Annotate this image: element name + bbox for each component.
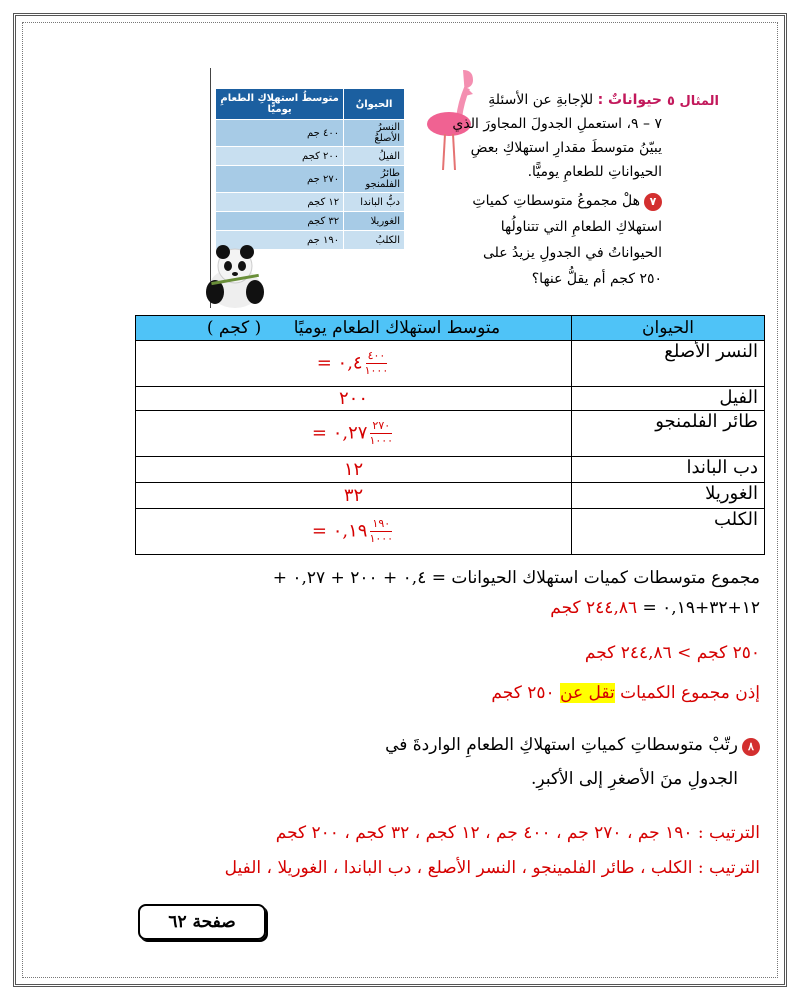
question-8: ٨رتّبْ متوسطاتِ كمياتِ استهلاكِ الطعامِ الواردةَ في الجدولِ منَ الأصغرِ إلى الأكبرِ. [260,728,760,796]
table-row: دبُّ الباندا ١٢ كجم [216,193,405,212]
example-intro: حيواناتٌ : للإجابةِ عن الأسئلةِ ٧ – ٩، استعملِ الجدولَ المجاورَ الذي يبيّنُ متوسطَ مقدارِ استهلاكِ بعضِ الحيواناتِ للطعامِ يوميًّا. [452,92,662,180]
table-row: طائرُ الفلمنجو ٢٧٠ جم [216,166,405,193]
question-number-badge: ٨ [742,738,760,756]
answer-table [135,315,765,555]
ordering-values: الترتيب : ١٩٠ جم ، ٢٧٠ جم ، ٤٠٠ جم ، ١٢ كجم ، ٣٢ كجم ، ٢٠٠ كجم [275,823,760,843]
table-row: الغوريلا ٣٢ [136,483,765,509]
question-7: ٧هلْ مجموعُ متوسطاتِ كمياتِ استهلاكِ الطعامِ التي تتناولُها الحيواناتُ في الجدولِ يزيدُ على ٢٥٠ كجم أم يقلُّ عنها؟ [472,193,662,287]
source-header-animal: الحيوانُ [344,89,405,120]
table-row: الفيل ٢٠٠ [136,387,765,411]
page-number: صفحة ٦٢ [138,904,266,940]
table-row: الكلبُ ١٩٠ جم [216,231,405,250]
table-row: طائر الفلمنجو $\frac{٢٧٠}{١٠٠٠}$ ٠,٢٧ = [136,411,765,457]
source-table [215,88,405,250]
comparison-line: ٢٥٠ كجم > ٢٤٤,٨٦ كجم [584,643,760,663]
answer-header-consumption: متوسط استهلاك الطعام يوميًا ( كجم ) [136,316,572,341]
conclusion-line: إذن مجموع الكميات تقل عن ٢٥٠ كجم [491,683,760,703]
table-row: النسر الأصلع $\frac{٤٠٠}{١٠٠٠}$ ٠,٤ = [136,341,765,387]
table-row: النسرُ الأصلعُ ٤٠٠ جم [216,120,405,147]
example-label: المثال ٥ [667,94,719,109]
answer-header-animal: الحيوان [572,316,765,341]
highlighted-answer: تقل عن [560,683,615,703]
question-number-badge: ٧ [644,193,662,211]
panda-image [205,238,265,308]
table-row: الكلب $\frac{١٩٠}{١٠٠٠}$ ٠,١٩ = [136,509,765,555]
sum-result-line: ١٢+٣٢+٠,١٩ = ٢٤٤,٨٦ كجم [550,598,760,618]
table-row: الغوريلا ٣٢ كجم [216,212,405,231]
sum-line: مجموع متوسطات كميات استهلاك الحيوانات = ٠,٤ + ٢٠٠ + ٠,٢٧ + [272,568,760,588]
ordering-animals: الترتيب : الكلب ، طائر الفلمينجو ، النسر الأصلع ، دب الباندا ، الغوريلا ، الفيل [224,858,760,878]
source-header-consumption: متوسطُ استهلاكِ الطعامِ يوميًّا [216,89,344,120]
table-row: الفيلُ ٢٠٠ كجم [216,147,405,166]
table-row: دب الباندا ١٢ [136,457,765,483]
example-title: حيواناتٌ : [597,92,662,108]
